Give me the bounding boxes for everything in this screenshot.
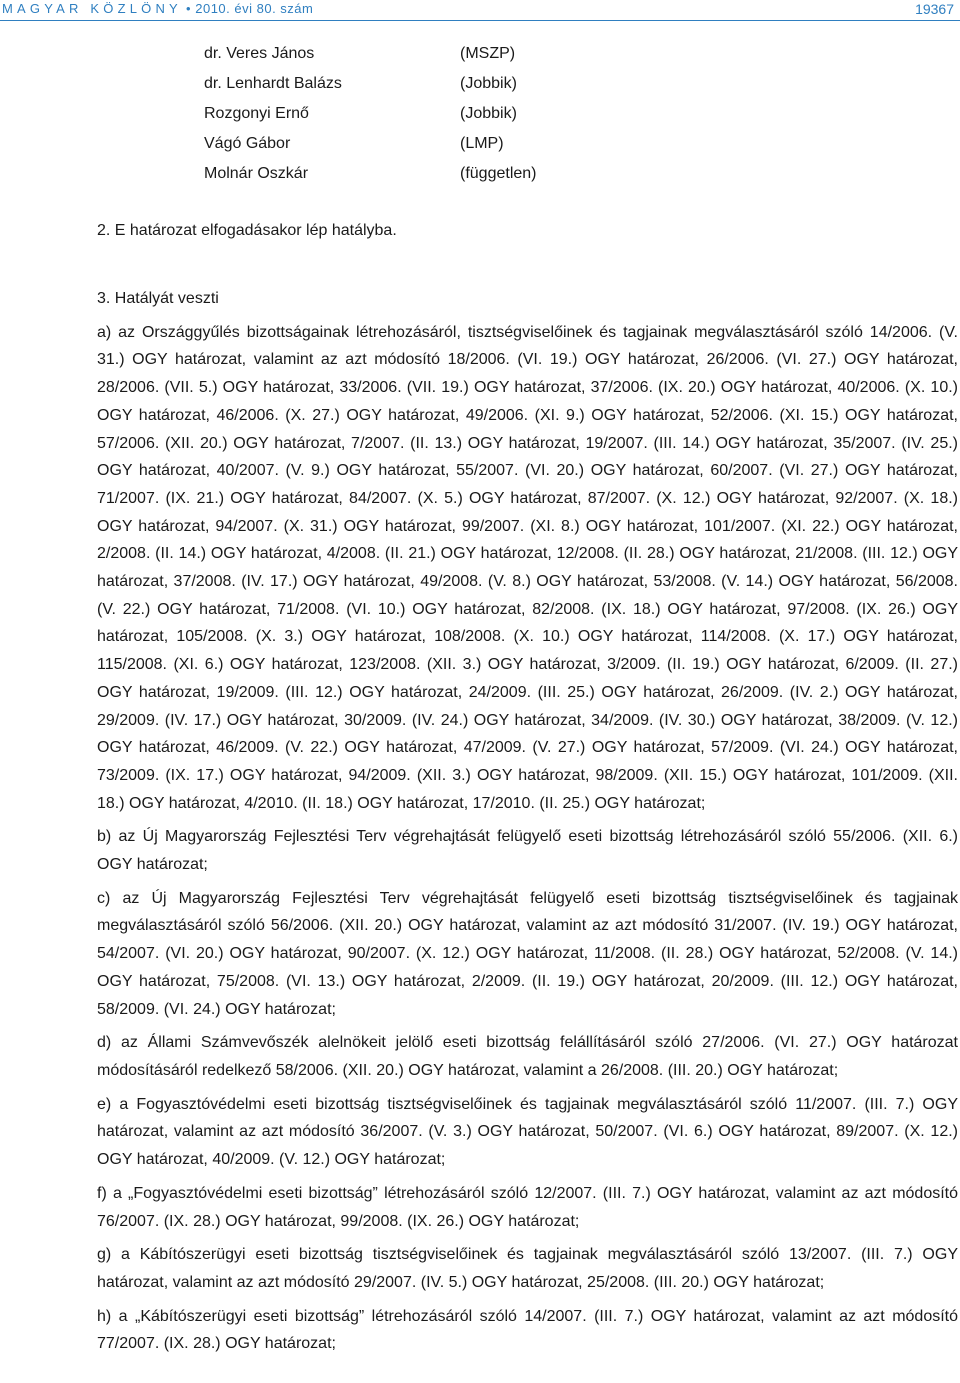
paragraph-a: a) az Országgyűlés bizottságainak létrehozásáról, tisztségviselőinek és tagjainak megválasztásáról szóló 14/2006. (V. 31.) OGY határozat, valamint az azt módosító 18/2006. (VI. 19.) OGY határozat, 26/2006. (VI. 27.) OGY határozat, 28/2006. (VII. 5.) OGY határozat, 33/2006. (VII. 19.) OGY határozat, 37/2006. (IX. 20.) OGY határozat, 40/2006. (X. 10.) OGY határozat, 46/2006. (X. 27.) OGY határozat, 49/2006. (XI. 9.) OGY határozat, 52/2006. (XI. 15.) OGY határozat, 57/2006. (XII. 20.) OGY határozat, 7/2007. (II. 13.) OGY határozat, 19/2007. (III. 14.) OGY határozat, 35/2007. (IV. 25.) OGY határozat, 40/2007. (V. 9.) OGY határozat, 55/2007. (VI. 20.) OGY határozat, 60/2007. (VI. 27.) OGY határozat, 71/2007. (IX. 21.) OGY határozat, 84/2007. (X. 5.) OGY határozat, 87/2007. (X. 12.) OGY határozat, 92/2007. (X. 18.) OGY határozat, 94/2007. (X. 31.) OGY határozat, 99/2007. (XI. 8.) OGY határozat, 101/2007. (XI. 22.) OGY határozat, 2/2008. (II. 14.) OGY határozat, 4/2008. (II. 21.) OGY határozat, 12/2008. (II. 28.) OGY határozat, 21/2008. (III. 12.) OGY határozat, 37/2008. (IV. 17.) OGY határozat, 49/2008. (V. 8.) OGY határozat, 53/2008. (V. 14.) OGY határozat, 56/2008. (V. 22.) OGY határozat, 71/2008. (VI. 10.) OGY határozat, 82/2008. (IX. 18.) OGY határozat, 97/2008. (IX. 26.) OGY határozat, 105/2008. (X. 3.) OGY határozat, 108/2008. (X. 10.) OGY határozat, 114/2008. (X. 17.) OGY határozat, 115/2008. (XI. 6.) OGY határozat, 123/2008. (XII. 3.) OGY határozat, 3/2009. (II. 19.) OGY határozat, 6/2009. (II. 27.) OGY határozat, 19/2009. (III. 12.) OGY határozat, 24/2009. (III. 25.) OGY határozat, 26/2009. (IV. 2.) OGY határozat, 29/2009. (IV. 17.) OGY határozat, 30/2009. (IV. 24.) OGY határozat, 34/2009. (IV. 30.) OGY határozat, 38/2009. (V. 12.) OGY határozat, 46/2009. (V. 22.) OGY határozat, 47/2009. (V. 27.) OGY határozat, 57/2009. (VI. 24.) OGY határozat, 73/2009. (IX. 17.) OGY határozat, 94/2009. (XII. 3.) OGY határozat, 98/2009. (XII. 15.) OGY határozat, 101/2009. (XII. 18.) OGY határozat, 4/2010. (II. 18.) OGY határozat, 17/2010. (II. 25.) OGY határozat; [97, 323, 958, 812]
paragraph-h: h) a „Kábítószerügyi eseti bizottság” létrehozásáról szóló 14/2007. (III. 7.) OGY határozat, valamint az azt módosító 77/2007. (IX. 28.) OGY határozat; [97, 1307, 958, 1353]
member-party: (független) [460, 165, 537, 182]
section-2-text: 2. E határozat elfogadásakor lép hatályba. [97, 222, 397, 239]
section-2 [97, 217, 958, 245]
issue-number: 2010. évi 80. szám [195, 1, 314, 16]
member-party: (LMP) [460, 135, 504, 152]
member-name: dr. Lenhardt Balázs [204, 75, 342, 92]
journal-header [2, 1, 313, 16]
paragraph-e: e) a Fogyasztóvédelmi eseti bizottság tisztségviselőinek és tagjainak megválasztásáról szóló 11/2007. (III. 7.) OGY határozat, valamint az azt módosító 36/2007. (V. 3.) OGY határozat, 50/2007. (VI. 6.) OGY határozat, 89/2007. (X. 12.) OGY határozat, 40/2009. (V. 12.) OGY határozat; [97, 1095, 958, 1169]
section-3-title: 3. Hatályát veszti [97, 290, 219, 307]
paragraph-f: f) a „Fogyasztóvédelmi eseti bizottság” létrehozásáról szóló 12/2007. (III. 7.) OGY határozat, valamint az azt módosító 76/2007. (IX. 28.) OGY határozat, 99/2008. (IX. 26.) OGY határozat; [97, 1184, 958, 1230]
member-name: Molnár Oszkár [204, 165, 309, 182]
paragraph-g: g) a Kábítószerügyi eseti bizottság tisztségviselőinek és tagjainak megválasztásáról szóló 13/2007. (III. 7.) OGY határozat, valamint az azt módosító 29/2007. (IV. 5.) OGY határozat, 25/2008. (III. 20.) OGY határozat; [97, 1246, 958, 1291]
paragraph-d: d) az Állami Számvevőszék alelnökeit jelölő eseti bizottság felállításáról szóló 27/2006. (VI. 27.) OGY határozat módosításáról redelkező 58/2006. (XII. 20.) OGY határozat, valamint a 26/2008. (III. 20.) OGY határozat; [97, 1034, 958, 1079]
paragraph-b: b) az Új Magyarország Fejlesztési Terv végrehajtását felügyelő eseti bizottság létrehozásáról szóló 55/2006. (XII. 6.) OGY határozat; [97, 828, 958, 874]
member-party: (Jobbik) [460, 105, 517, 122]
header-bullet: • [186, 1, 192, 16]
member-row [204, 104, 537, 134]
paragraph-c: c) az Új Magyarország Fejlesztési Terv végrehajtását felügyelő eseti bizottság tisztségviselőinek és tagjainak megválasztásáról szóló 56/2006. (XII. 20.) OGY határozat, valamint az azt módosító 31/2007. (IV. 19.) OGY határozat, 54/2007. (VI. 20.) OGY határozat, 90/2007. (X. 12.) OGY határozat, 11/2008. (II. 28.) OGY határozat, 52/2008. (V. 14.) OGY határozat, 75/2008. (VI. 13.) OGY határozat, 2/2009. (II. 19.) OGY határozat, 20/2009. (III. 12.) OGY határozat, 58/2009. (VI. 24.) OGY határozat; [97, 889, 958, 1018]
page-number: 19367 [915, 1, 954, 17]
member-party: (MSZP) [460, 45, 516, 62]
member-row [204, 134, 537, 164]
header-divider [0, 20, 960, 21]
member-row [204, 44, 537, 74]
member-row [204, 74, 537, 104]
page-header [0, 0, 960, 22]
member-list [204, 44, 537, 194]
section-3 [97, 285, 958, 1358]
member-name: Vágó Gábor [204, 135, 291, 152]
member-party: (Jobbik) [460, 75, 517, 92]
member-name: dr. Veres János [204, 45, 315, 62]
member-row [204, 164, 537, 194]
journal-title: MAGYAR KÖZLÖNY [2, 1, 182, 16]
member-name: Rozgonyi Ernő [204, 105, 309, 122]
